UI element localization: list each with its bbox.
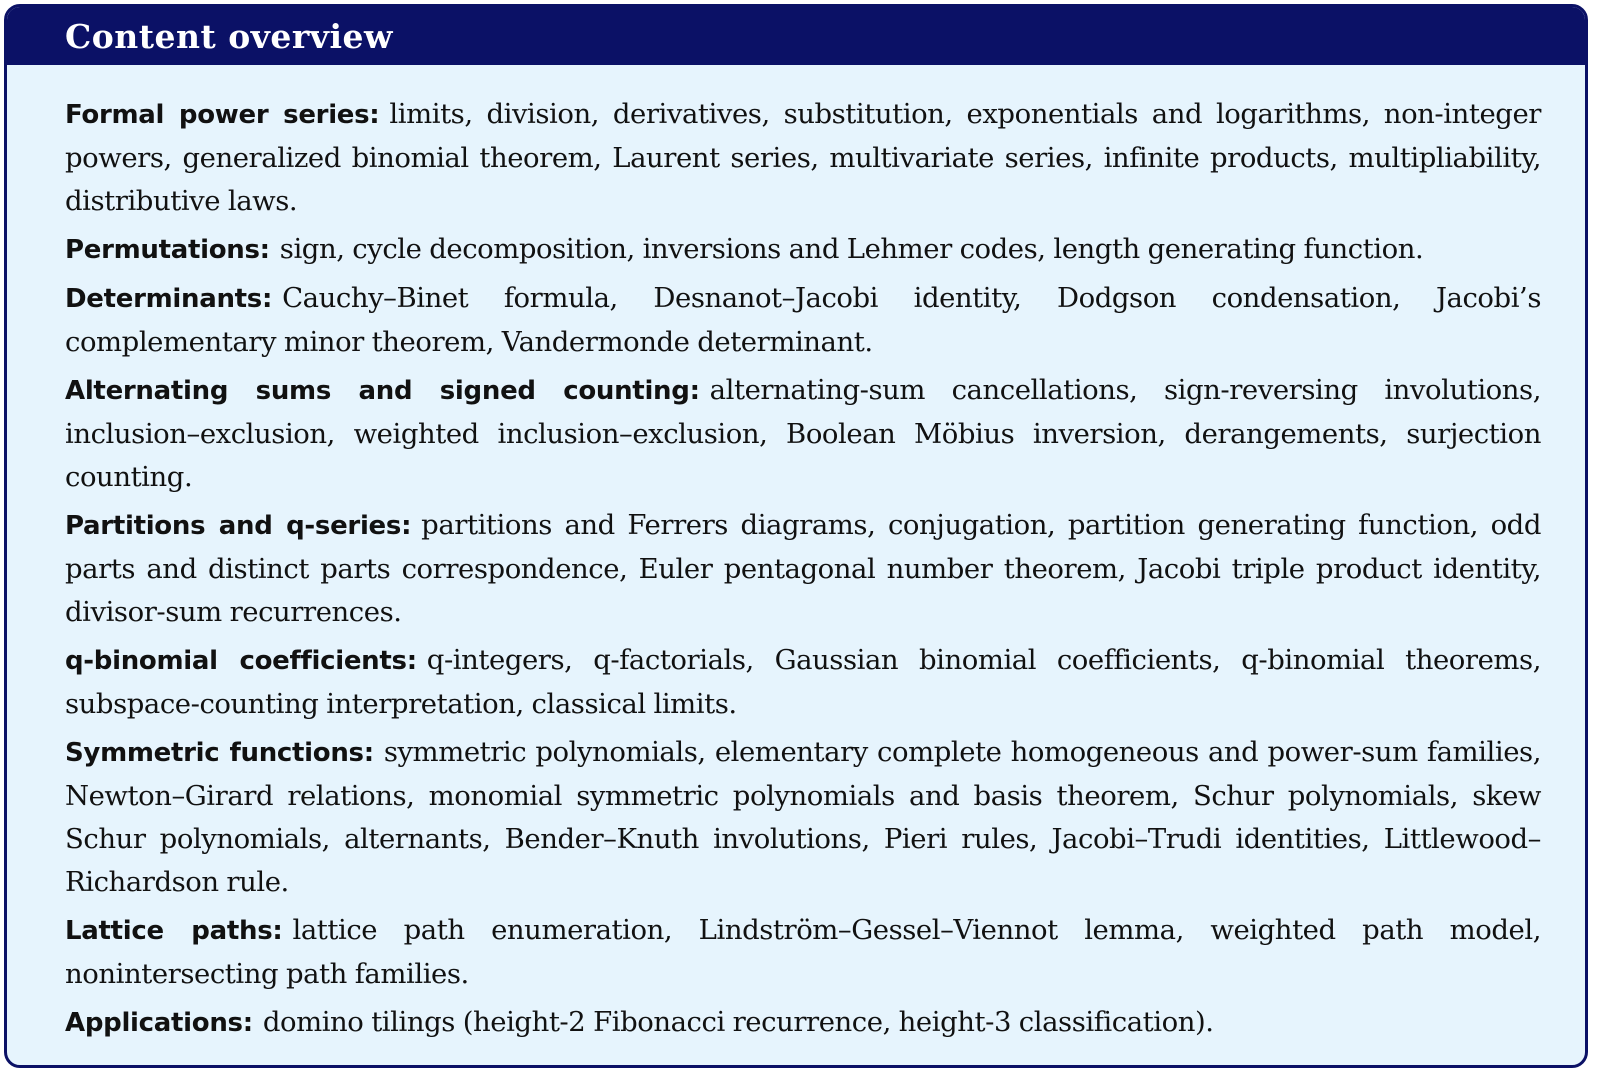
entry-symmetric-functions xyxy=(65,731,1541,904)
entry-label: Lattice paths: xyxy=(65,916,283,946)
entry-lattice-paths xyxy=(65,909,1541,996)
entry-text: lattice path enumeration, Lindström–Gessel–Viennot lemma, weighted path model, nonintersecting path families. xyxy=(65,914,1541,990)
entry-permutations xyxy=(65,228,1541,272)
entry-text: Cauchy–Binet formula, Desnanot–Jacobi identity, Dodgson condensation, Jacobi’s complementary minor theorem, Vandermonde determinant. xyxy=(65,282,1541,358)
entry-text: limits, division, derivatives, substitution, exponentials and logarithms, non-integer powers, generalized binomial theorem, Laurent series, multivariate series, infinite products, multipliability, distributive laws. xyxy=(65,98,1541,217)
entry-label: Alternating sums and signed counting: xyxy=(65,376,700,406)
box-body xyxy=(7,65,1585,1045)
entry-text: sign, cycle decomposition, inversions and Lehmer codes, length generating function. xyxy=(279,233,1424,265)
content-overview-box xyxy=(4,4,1588,1068)
entry-determinants xyxy=(65,277,1541,364)
entry-applications xyxy=(65,1001,1541,1045)
entry-label: Symmetric functions: xyxy=(65,738,374,768)
entry-alternating-sums xyxy=(65,369,1541,499)
entry-formal-power-series xyxy=(65,93,1541,223)
entry-label: Partitions and q-series: xyxy=(65,511,412,541)
entry-text: partitions and Ferrers diagrams, conjugation, partition generating function, odd parts and distinct parts correspondence, Euler pentagonal number theorem, Jacobi triple product identity, divisor-sum recurrences. xyxy=(65,509,1541,628)
entry-q-binomial xyxy=(65,639,1541,726)
entry-label: Permutations: xyxy=(65,235,270,265)
entry-text: alternating-sum cancellations, sign-reversing involutions, inclusion–exclusion, weighted inclusion–exclusion, Boolean Möbius inversion, derangements, surjection counting. xyxy=(65,374,1541,493)
entry-partitions xyxy=(65,504,1541,634)
box-title: Content overview xyxy=(65,16,393,56)
entry-label: q-binomial coefficients: xyxy=(65,646,417,676)
entry-label: Determinants: xyxy=(65,284,273,314)
entry-text: q-integers, q-factorials, Gaussian binomial coefficients, q-binomial theorems, subspace-counting interpretation, classical limits. xyxy=(65,644,1541,720)
box-header xyxy=(7,7,1585,65)
entry-text: symmetric polynomials, elementary complete homogeneous and power-sum families, Newton–Girard relations, monomial symmetric polynomials and basis theorem, Schur polynomials, skew Schur polynomials, alternants, Bender–Knuth involutions, Pieri rules, Jacobi–Trudi identities, Littlewood–Richardson rule. xyxy=(65,736,1541,898)
entry-label: Applications: xyxy=(65,1008,253,1038)
entry-text: domino tilings (height-2 Fibonacci recurrence, height-3 classification). xyxy=(262,1006,1214,1038)
entry-label: Formal power series: xyxy=(65,100,380,130)
